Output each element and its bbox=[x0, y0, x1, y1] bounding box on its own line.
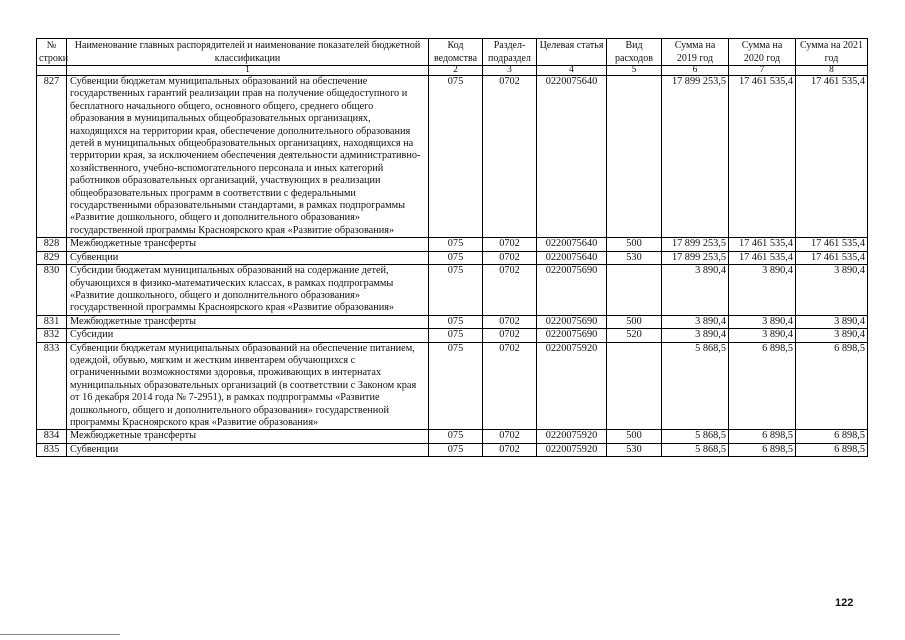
column-number: 8 bbox=[796, 66, 868, 76]
header-name: Наименование главных распорядителей и наименование показателей бюджетной классификации bbox=[67, 39, 429, 66]
row-sum-2020: 3 890,4 bbox=[729, 315, 796, 328]
row-target: 0220075640 bbox=[537, 251, 607, 264]
header-sum-2020: Сумма на 2020 год bbox=[729, 39, 796, 66]
row-exp-type: 530 bbox=[607, 443, 662, 456]
column-number: 5 bbox=[607, 66, 662, 76]
table-row bbox=[37, 315, 868, 328]
row-name: Субвенции бюджетам муниципальных образований на обеспечение питанием, одеждой, обувью, мягким и жестким инвентарем обучающихся с ограниченными возможностями здоровья, проживающих в интернатах муниципальных образовательных организаций (в соответствии с Законом края от 16 декабря 2014 года № 7-2951), в рамках подпрограммы «Развитие дошкольного, общего и дополнительного образования» государственной программы Красноярского края «Развитие образования» bbox=[67, 342, 429, 430]
row-exp-type: 520 bbox=[607, 329, 662, 342]
row-sum-2019: 3 890,4 bbox=[662, 329, 729, 342]
row-dept-code: 075 bbox=[429, 342, 483, 430]
row-sum-2019: 3 890,4 bbox=[662, 315, 729, 328]
row-name: Межбюджетные трансферты bbox=[67, 430, 429, 443]
row-section: 0702 bbox=[483, 329, 537, 342]
row-sum-2021: 3 890,4 bbox=[796, 329, 868, 342]
column-number: 3 bbox=[483, 66, 537, 76]
row-number: 834 bbox=[37, 430, 67, 443]
row-sum-2021: 6 898,5 bbox=[796, 443, 868, 456]
row-number: 832 bbox=[37, 329, 67, 342]
row-target: 0220075640 bbox=[537, 76, 607, 238]
header-row bbox=[37, 39, 868, 66]
row-dept-code: 075 bbox=[429, 443, 483, 456]
header-row-no: № строки bbox=[37, 39, 67, 66]
table-row bbox=[37, 342, 868, 430]
row-exp-type: 500 bbox=[607, 315, 662, 328]
row-sum-2021: 17 461 535,4 bbox=[796, 238, 868, 251]
row-sum-2020: 17 461 535,4 bbox=[729, 76, 796, 238]
row-number: 830 bbox=[37, 265, 67, 316]
table-row bbox=[37, 430, 868, 443]
row-dept-code: 075 bbox=[429, 265, 483, 316]
row-number: 827 bbox=[37, 76, 67, 238]
row-sum-2021: 6 898,5 bbox=[796, 430, 868, 443]
row-exp-type bbox=[607, 342, 662, 430]
row-name: Субсидии бюджетам муниципальных образований на содержание детей, обучающихся в физико-математических классах, в рамках подпрограммы «Развитие дошкольного, общего и дополнительного образования» государственной программы Красноярского края «Развитие образования» bbox=[67, 265, 429, 316]
page-number: 122 bbox=[835, 597, 854, 609]
row-sum-2019: 3 890,4 bbox=[662, 265, 729, 316]
row-name: Межбюджетные трансферты bbox=[67, 315, 429, 328]
row-sum-2020: 3 890,4 bbox=[729, 329, 796, 342]
row-sum-2020: 17 461 535,4 bbox=[729, 238, 796, 251]
scan-artifact-line bbox=[0, 634, 120, 635]
row-name: Субсидии bbox=[67, 329, 429, 342]
row-target: 0220075690 bbox=[537, 329, 607, 342]
row-name: Субвенции bbox=[67, 443, 429, 456]
row-target: 0220075690 bbox=[537, 315, 607, 328]
row-exp-type bbox=[607, 76, 662, 238]
row-sum-2020: 6 898,5 bbox=[729, 342, 796, 430]
row-dept-code: 075 bbox=[429, 76, 483, 238]
table-row bbox=[37, 443, 868, 456]
row-number: 835 bbox=[37, 443, 67, 456]
column-number: 2 bbox=[429, 66, 483, 76]
row-name: Субвенции бюджетам муниципальных образований на обеспечение государственных гарантий реализации прав на получение общедоступного и бесплатного начального общего, основного общего, среднего общего образования в муниципальных общеобразовательных организациях, находящихся на территории края, обеспечение дополнительного образования детей в муниципальных общеобразовательных организациях, находящихся на территории края, за исключением обеспечения деятельности административно-хозяйственного, учебно-вспомогательного персонала и иных категорий работников образовательных организаций, участвующих в реализации общеобразовательных программ в соответствии с федеральными государственными образовательными стандартами, в рамках подпрограммы «Развитие дошкольного, общего и дополнительного образования» государственной программы Красноярского края «Развитие образования» bbox=[67, 76, 429, 238]
row-target: 0220075920 bbox=[537, 342, 607, 430]
row-sum-2020: 17 461 535,4 bbox=[729, 251, 796, 264]
table-row bbox=[37, 251, 868, 264]
row-sum-2020: 3 890,4 bbox=[729, 265, 796, 316]
row-exp-type bbox=[607, 265, 662, 316]
header-sum-2021: Сумма на 2021 год bbox=[796, 39, 868, 66]
table-row bbox=[37, 76, 868, 238]
row-target: 0220075640 bbox=[537, 238, 607, 251]
row-number: 829 bbox=[37, 251, 67, 264]
row-sum-2021: 6 898,5 bbox=[796, 342, 868, 430]
row-sum-2021: 17 461 535,4 bbox=[796, 251, 868, 264]
row-sum-2021: 3 890,4 bbox=[796, 265, 868, 316]
column-number-row bbox=[37, 66, 868, 76]
header-exp-type: Вид расходов bbox=[607, 39, 662, 66]
header-dept-code: Код ведомства bbox=[429, 39, 483, 66]
budget-table bbox=[36, 38, 868, 457]
row-dept-code: 075 bbox=[429, 430, 483, 443]
table-row bbox=[37, 265, 868, 316]
row-exp-type: 530 bbox=[607, 251, 662, 264]
header-target: Целевая статья bbox=[537, 39, 607, 66]
column-number bbox=[37, 66, 67, 76]
row-number: 833 bbox=[37, 342, 67, 430]
row-section: 0702 bbox=[483, 342, 537, 430]
row-number: 831 bbox=[37, 315, 67, 328]
row-sum-2019: 17 899 253,5 bbox=[662, 238, 729, 251]
row-name: Межбюджетные трансферты bbox=[67, 238, 429, 251]
row-sum-2019: 5 868,5 bbox=[662, 342, 729, 430]
row-number: 828 bbox=[37, 238, 67, 251]
row-target: 0220075690 bbox=[537, 265, 607, 316]
header-section: Раздел-подраздел bbox=[483, 39, 537, 66]
table-row bbox=[37, 329, 868, 342]
row-section: 0702 bbox=[483, 251, 537, 264]
row-sum-2020: 6 898,5 bbox=[729, 443, 796, 456]
row-section: 0702 bbox=[483, 315, 537, 328]
row-sum-2019: 17 899 253,5 bbox=[662, 251, 729, 264]
column-number: 1 bbox=[67, 66, 429, 76]
row-section: 0702 bbox=[483, 443, 537, 456]
row-dept-code: 075 bbox=[429, 251, 483, 264]
row-section: 0702 bbox=[483, 238, 537, 251]
table-row bbox=[37, 238, 868, 251]
row-sum-2019: 17 899 253,5 bbox=[662, 76, 729, 238]
row-section: 0702 bbox=[483, 430, 537, 443]
header-sum-2019: Сумма на 2019 год bbox=[662, 39, 729, 66]
row-section: 0702 bbox=[483, 265, 537, 316]
row-section: 0702 bbox=[483, 76, 537, 238]
row-name: Субвенции bbox=[67, 251, 429, 264]
row-sum-2019: 5 868,5 bbox=[662, 443, 729, 456]
row-sum-2021: 17 461 535,4 bbox=[796, 76, 868, 238]
row-dept-code: 075 bbox=[429, 329, 483, 342]
row-sum-2020: 6 898,5 bbox=[729, 430, 796, 443]
row-sum-2019: 5 868,5 bbox=[662, 430, 729, 443]
table-body bbox=[37, 76, 868, 457]
column-number: 6 bbox=[662, 66, 729, 76]
column-number: 4 bbox=[537, 66, 607, 76]
column-number: 7 bbox=[729, 66, 796, 76]
row-sum-2021: 3 890,4 bbox=[796, 315, 868, 328]
row-target: 0220075920 bbox=[537, 430, 607, 443]
row-dept-code: 075 bbox=[429, 315, 483, 328]
row-exp-type: 500 bbox=[607, 238, 662, 251]
row-exp-type: 500 bbox=[607, 430, 662, 443]
row-dept-code: 075 bbox=[429, 238, 483, 251]
row-target: 0220075920 bbox=[537, 443, 607, 456]
